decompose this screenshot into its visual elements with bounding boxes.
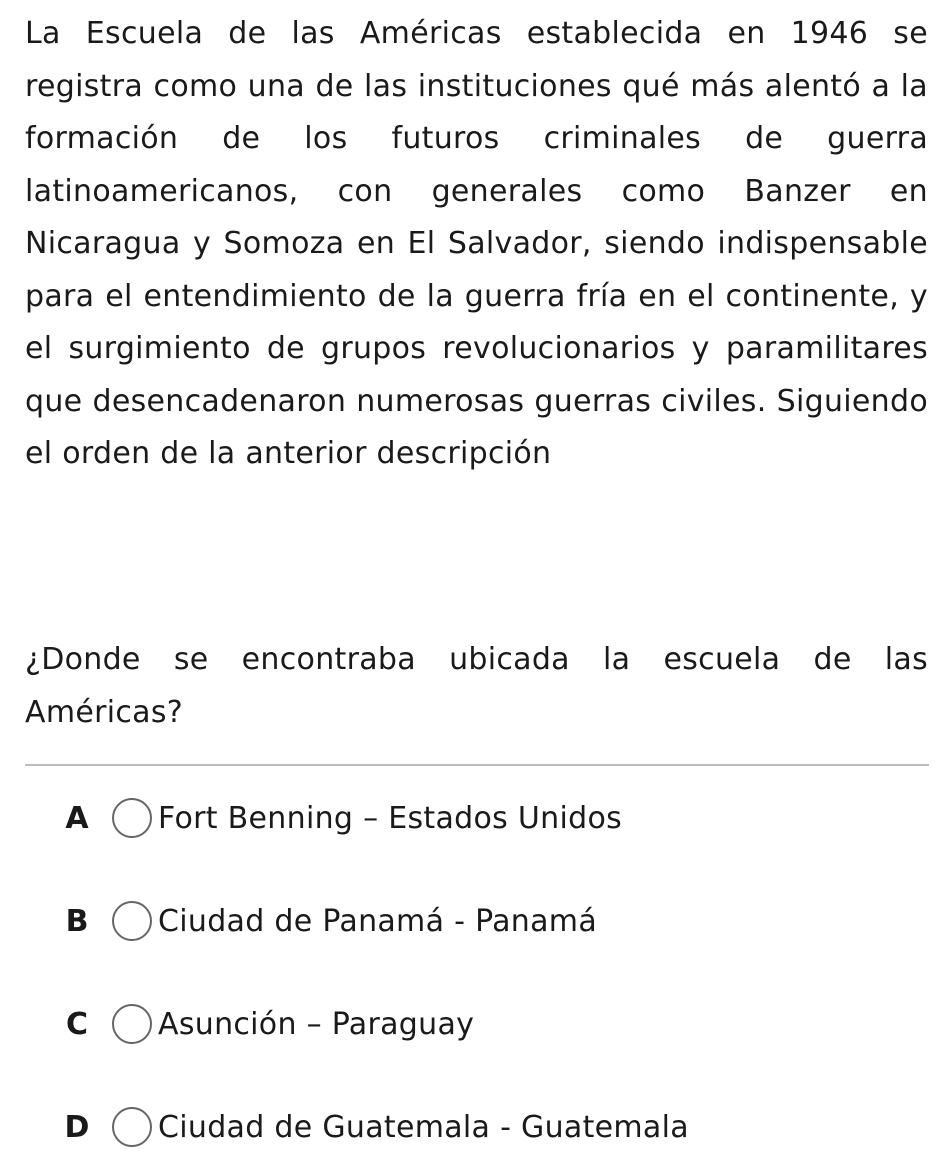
option-b[interactable] xyxy=(58,897,597,945)
option-letter: B xyxy=(65,903,89,939)
divider xyxy=(25,764,929,766)
passage-text: La Escuela de las Américas establecida en 1946 se registra como una de las instituciones qué más alentó a la formación de los futuros criminales de guerra latinoamericanos, con generales como Banzer en Nicaragua y Somoza en El Salvador, siendo indispensable para el entendimiento de la guerra fría en el continente, y el surgimiento de grupos revolucionarios y paramilitares que desencadenaron numerosas guerras civiles. Siguiendo el orden de la anterior descripción xyxy=(25,16,928,471)
radio-button-icon[interactable] xyxy=(112,1004,152,1044)
option-letter: D xyxy=(64,1109,90,1145)
option-letter: C xyxy=(65,1006,89,1042)
option-a[interactable] xyxy=(58,794,622,842)
option-label: Fort Benning – Estados Unidos xyxy=(158,800,623,836)
option-letter: A xyxy=(65,800,89,836)
option-label: Asunción – Paraguay xyxy=(158,1006,475,1042)
option-label: Ciudad de Guatemala - Guatemala xyxy=(158,1109,689,1145)
question-text: ¿Donde se encontraba ubicada la escuela de las Américas? xyxy=(25,642,928,730)
option-d[interactable] xyxy=(58,1103,689,1151)
radio-button-icon[interactable] xyxy=(112,798,152,838)
option-c[interactable] xyxy=(58,1000,474,1048)
radio-button-icon[interactable] xyxy=(112,1107,152,1147)
option-label: Ciudad de Panamá - Panamá xyxy=(158,903,597,939)
radio-button-icon[interactable] xyxy=(112,901,152,941)
